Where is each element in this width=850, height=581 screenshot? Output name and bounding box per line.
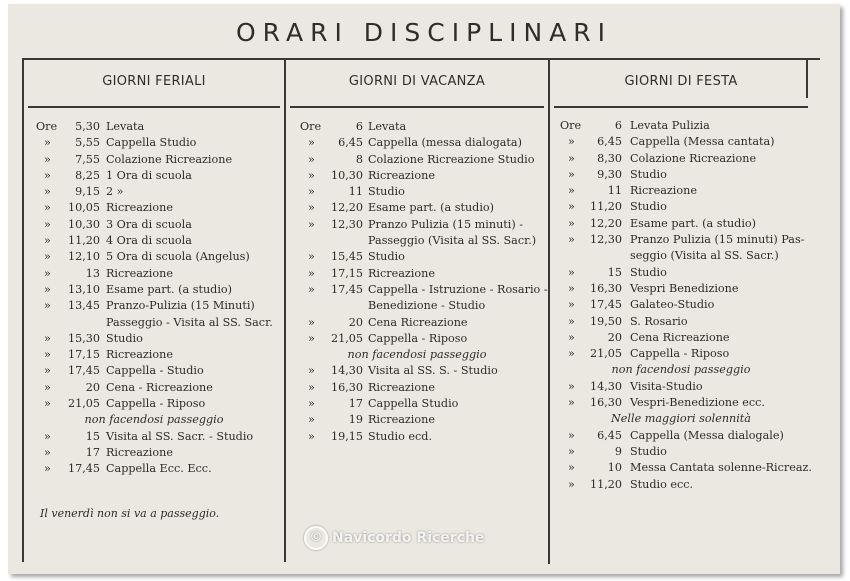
row-time: 9: [614, 444, 622, 458]
row-activity: 4 Ora di scuola: [106, 234, 192, 248]
row-activity: Ricreazione: [106, 445, 173, 459]
schedule-list-feriali: [24, 119, 284, 478]
row-time: 20: [85, 380, 100, 394]
row-activity: Messa Cantata solenne-Ricreaz.: [630, 461, 812, 475]
row-time: 13,10: [67, 282, 100, 296]
row-time: 15: [85, 429, 100, 443]
row-time: 12,30: [589, 233, 622, 247]
row-marker: »: [44, 266, 51, 280]
row-marker: »: [308, 315, 315, 329]
schedule-row: [550, 314, 812, 330]
schedule-row: [550, 232, 812, 248]
schedule-row: [24, 298, 284, 314]
schedule-row: [286, 135, 548, 151]
row-time: 6: [355, 120, 363, 133]
row-activity: Vespri Benedizione: [630, 281, 739, 295]
row-time: 17,15: [330, 266, 363, 280]
row-activity: Levata Pulizia: [630, 119, 710, 132]
row-activity: Levata: [106, 120, 145, 133]
row-time: 19: [348, 413, 363, 427]
row-marker: »: [308, 413, 315, 427]
row-activity: Studio: [368, 185, 405, 199]
row-activity: Studio: [106, 331, 143, 345]
row-marker: »: [568, 477, 575, 491]
row-marker: »: [44, 185, 51, 199]
schedule-row: [550, 216, 812, 232]
row-time: 5,55: [75, 136, 100, 150]
row-activity: 1 Ora di scuola: [106, 168, 192, 182]
row-marker: »: [308, 429, 315, 443]
row-time: 21,05: [67, 397, 100, 411]
row-activity: Cena Ricreazione: [630, 330, 730, 344]
document-page: [8, 4, 840, 574]
schedule-row: [286, 168, 548, 184]
row-activity: Benedizione - Studio: [368, 299, 486, 313]
row-marker: Ore: [36, 120, 58, 133]
row-marker: »: [568, 428, 575, 442]
footnote: Il venerdì non si va a passeggio.: [40, 507, 220, 520]
row-activity: Cappella (Messa cantata): [630, 135, 775, 149]
row-activity: Cappella (messa dialogata): [368, 136, 522, 150]
schedule-row: [24, 233, 284, 249]
row-activity: Visita-Studio: [630, 379, 703, 393]
column-festa: [550, 58, 812, 563]
row-activity: Ricreazione: [630, 184, 697, 198]
schedule-row: [24, 445, 284, 461]
schedule-row: [24, 331, 284, 347]
row-time: 6,45: [597, 135, 622, 149]
row-marker: »: [568, 396, 575, 410]
schedule-row: [550, 477, 812, 493]
schedule-row: [24, 282, 284, 298]
schedule-row: [24, 119, 284, 135]
row-activity: Studio ecd.: [368, 429, 433, 443]
row-time: 17,45: [589, 298, 622, 312]
row-marker: »: [44, 234, 51, 248]
row-marker: »: [308, 364, 315, 378]
row-time: 14,30: [589, 379, 622, 393]
row-activity: Ricreazione: [368, 413, 435, 427]
row-activity: Studio: [630, 167, 667, 181]
row-marker: »: [568, 461, 575, 475]
row-time: 12,20: [589, 216, 622, 230]
row-activity: Vespri-Benedizione ecc.: [630, 396, 765, 410]
row-marker: »: [44, 445, 51, 459]
row-time: 11,20: [589, 200, 622, 214]
row-activity: Cappella - Riposo: [106, 397, 206, 411]
row-marker: »: [44, 331, 51, 345]
row-activity: Galateo-Studio: [630, 298, 715, 312]
row-marker: »: [308, 331, 315, 345]
row-activity: Cappella - Studio: [106, 364, 204, 378]
schedule-row: [286, 266, 548, 282]
schedule-note: Nelle maggiori solennità: [611, 412, 751, 426]
schedule-row: [24, 315, 284, 331]
row-time: 9,15: [75, 185, 100, 199]
row-time: 11: [348, 185, 363, 199]
column-feriali: [24, 58, 284, 563]
row-marker: Ore: [300, 120, 322, 133]
schedule-row: [286, 363, 548, 379]
row-activity: Pranzo-Pulizia (15 Minuti): [106, 299, 255, 313]
row-time: 6,45: [597, 428, 622, 442]
row-time: 11,20: [67, 234, 100, 248]
row-time: 15: [607, 265, 622, 279]
row-marker: »: [568, 379, 575, 393]
page-title: ORARI DISCIPLINARI: [235, 18, 613, 47]
row-marker: »: [568, 184, 575, 198]
row-time: 16,30: [589, 396, 622, 410]
schedule-row: [24, 266, 284, 282]
row-time: 12,30: [330, 217, 363, 231]
row-time: 6,45: [338, 136, 363, 150]
row-activity: Visita al SS. Sacr. - Studio: [106, 429, 254, 443]
schedule-row: [550, 199, 812, 215]
row-activity: Esame part. (a studio): [106, 282, 233, 296]
schedule-row: [286, 429, 548, 445]
row-time: 14,30: [330, 364, 363, 378]
row-time: 15,30: [67, 331, 100, 345]
row-marker: »: [568, 298, 575, 312]
row-activity: Colazione Ricreazione Studio: [368, 152, 535, 166]
schedule-row: [286, 380, 548, 396]
row-marker: »: [308, 152, 315, 166]
row-time: 21,05: [589, 347, 622, 361]
row-time: 17,15: [67, 348, 100, 362]
schedule-row: [24, 135, 284, 151]
schedule-row: [24, 363, 284, 379]
row-marker: »: [44, 299, 51, 313]
row-marker: »: [568, 167, 575, 181]
schedule-row: [24, 168, 284, 184]
schedule-row: [286, 217, 548, 233]
row-time: 9,30: [597, 167, 622, 181]
row-time: 12,10: [67, 250, 100, 264]
schedule-row: [550, 167, 812, 183]
row-activity: Ricreazione: [106, 348, 173, 362]
row-marker: »: [44, 152, 51, 166]
row-activity: Cena Ricreazione: [368, 315, 468, 329]
column-header-festa: GIORNI DI FESTA: [624, 74, 738, 89]
row-activity: Studio: [630, 444, 667, 458]
row-marker: »: [568, 200, 575, 214]
row-marker: »: [308, 217, 315, 231]
row-marker: »: [568, 233, 575, 247]
row-time: 13: [85, 266, 100, 280]
row-marker: »: [308, 201, 315, 215]
schedule-row: [24, 429, 284, 445]
row-marker: »: [44, 201, 51, 215]
column-header-rule: [290, 106, 544, 108]
schedule-row: [286, 298, 548, 314]
schedule-row: [286, 282, 548, 298]
row-marker: »: [308, 380, 315, 394]
row-time: 20: [607, 330, 622, 344]
schedule-row: [550, 151, 812, 167]
row-marker: »: [44, 380, 51, 394]
column-header-vacanza: GIORNI DI VACANZA: [348, 74, 486, 89]
schedule-row: [550, 248, 812, 264]
watermark: [304, 526, 484, 550]
row-activity: Esame part. (a studio): [368, 201, 495, 215]
schedule-row: [286, 152, 548, 168]
row-time: 8: [355, 152, 363, 166]
row-activity: Esame part. (a studio): [630, 216, 757, 230]
row-marker: »: [44, 462, 51, 476]
schedule-list-festa: [550, 118, 812, 493]
row-marker: »: [568, 135, 575, 149]
row-activity: Pranzo Pulizia (15 minuti) Pas-: [630, 233, 805, 247]
schedule-row: [286, 412, 548, 428]
row-activity: Cena - Ricreazione: [106, 380, 213, 394]
row-marker: »: [308, 168, 315, 182]
row-time: 10: [607, 461, 622, 475]
row-marker: »: [44, 168, 51, 182]
row-marker: Ore: [560, 119, 582, 132]
row-time: 6: [614, 119, 622, 132]
schedule-row: [286, 249, 548, 265]
watermark-text: Navicordo Ricerche: [332, 530, 485, 546]
row-activity: Pranzo Pulizia (15 minuti) -: [368, 217, 524, 231]
column-header-rule: [28, 106, 280, 108]
row-activity: Ricreazione: [106, 266, 173, 280]
row-time: 16,30: [330, 380, 363, 394]
schedule-row: [550, 118, 812, 134]
row-time: 13,45: [67, 299, 100, 313]
row-marker: »: [568, 151, 575, 165]
schedule-note: non facendosi passeggio: [84, 413, 224, 427]
row-activity: Colazione Ricreazione: [630, 151, 757, 165]
row-activity: Studio: [630, 265, 667, 279]
row-time: 11,20: [589, 477, 622, 491]
row-activity: Visita al SS. S. - Studio: [368, 364, 498, 378]
column-vacanza: [286, 58, 548, 563]
schedule-row: [550, 395, 812, 411]
row-time: 17,45: [330, 282, 363, 296]
row-time: 20: [348, 315, 363, 329]
schedule-row: [24, 396, 284, 412]
schedule-row: [24, 347, 284, 363]
row-marker: »: [308, 136, 315, 150]
schedule-row: [550, 265, 812, 281]
row-time: 5,30: [75, 120, 100, 133]
schedule-list-vacanza: [286, 119, 548, 445]
schedule-row: [550, 346, 812, 362]
row-time: 17,45: [67, 462, 100, 476]
row-activity: Colazione Ricreazione: [106, 152, 233, 166]
row-activity: Ricreazione: [368, 266, 435, 280]
row-marker: »: [568, 314, 575, 328]
row-marker: »: [308, 397, 315, 411]
schedule-row: [24, 184, 284, 200]
row-activity: Cappella - Riposo: [368, 331, 468, 345]
row-activity: Studio: [630, 200, 667, 214]
row-marker: »: [308, 250, 315, 264]
row-activity: Ricreazione: [106, 201, 173, 215]
row-marker: »: [308, 282, 315, 296]
row-marker: »: [44, 348, 51, 362]
row-time: 7,55: [75, 152, 100, 166]
schedule-row: [286, 396, 548, 412]
schedule-row: [24, 152, 284, 168]
schedule-note: non facendosi passeggio: [347, 348, 487, 362]
row-time: 15,45: [330, 250, 363, 264]
row-activity: Studio ecc.: [630, 477, 694, 491]
row-marker: »: [44, 397, 51, 411]
row-activity: Passeggio (Visita al SS. Sacr.): [368, 234, 537, 248]
schedule-row: [286, 184, 548, 200]
row-marker: »: [308, 266, 315, 280]
row-time: 17,45: [67, 364, 100, 378]
row-activity: Cappella Studio: [106, 136, 197, 150]
row-time: 10,30: [330, 168, 363, 182]
row-marker: »: [44, 136, 51, 150]
row-activity: Studio: [368, 250, 405, 264]
schedule-row: [286, 233, 548, 249]
row-time: 8,25: [75, 168, 100, 182]
column-header-rule: [554, 106, 808, 108]
row-marker: »: [44, 282, 51, 296]
row-time: 12,20: [330, 201, 363, 215]
row-time: 16,30: [589, 281, 622, 295]
row-activity: Cappella - Istruzione - Rosario -: [368, 282, 548, 296]
row-activity: 5 Ora di scuola (Angelus): [106, 250, 250, 264]
row-time: 17: [348, 397, 363, 411]
row-marker: »: [568, 330, 575, 344]
row-time: 17: [85, 445, 100, 459]
row-marker: »: [44, 364, 51, 378]
row-activity: Cappella (Messa dialogale): [630, 428, 784, 442]
row-marker: »: [568, 444, 575, 458]
row-activity: Cappella Ecc. Ecc.: [106, 462, 212, 476]
row-marker: »: [308, 185, 315, 199]
schedule-row: [24, 249, 284, 265]
column-header-feriali: GIORNI FERIALI: [102, 74, 206, 89]
row-marker: »: [44, 429, 51, 443]
schedule-row: [24, 200, 284, 216]
row-marker: »: [568, 216, 575, 230]
row-time: 21,05: [330, 331, 363, 345]
row-marker: »: [568, 347, 575, 361]
row-activity: Cappella Studio: [368, 397, 459, 411]
schedule-row: [550, 281, 812, 297]
schedule-row: [286, 200, 548, 216]
schedule-row: [286, 331, 548, 347]
copyright-icon: ©: [304, 526, 328, 550]
row-marker: »: [568, 265, 575, 279]
schedule-row: [286, 315, 548, 331]
row-time: 8,30: [597, 151, 622, 165]
schedule-row: [24, 380, 284, 396]
row-marker: »: [44, 250, 51, 264]
row-activity: Ricreazione: [368, 380, 435, 394]
schedule-row: [286, 119, 548, 135]
row-marker: »: [568, 281, 575, 295]
schedule-row: [550, 183, 812, 199]
row-time: 19,50: [589, 314, 622, 328]
schedule-row: [550, 134, 812, 150]
row-activity: Passeggio - Visita al SS. Sacr.: [106, 315, 273, 329]
row-time: 10,05: [67, 201, 100, 215]
schedule-row: [550, 428, 812, 444]
schedule-note: non facendosi passeggio: [611, 363, 751, 377]
row-time: 11: [607, 184, 622, 198]
row-activity: 2 »: [106, 185, 124, 199]
row-activity: 3 Ora di scuola: [106, 217, 192, 231]
row-activity: Cappella - Riposo: [630, 347, 730, 361]
schedule-row: [24, 217, 284, 233]
schedule-row: [24, 461, 284, 477]
schedule-row: [550, 297, 812, 313]
row-activity: Levata: [368, 120, 407, 133]
row-activity: seggio (Visita al SS. Sacr.): [630, 249, 779, 263]
row-activity: Ricreazione: [368, 168, 435, 182]
row-time: 19,15: [330, 429, 363, 443]
schedule-row: [550, 379, 812, 395]
schedule-row: [550, 460, 812, 476]
row-time: 10,30: [67, 217, 100, 231]
row-marker: »: [44, 217, 51, 231]
row-activity: S. Rosario: [630, 314, 688, 328]
schedule-row: [550, 444, 812, 460]
schedule-row: [550, 330, 812, 346]
